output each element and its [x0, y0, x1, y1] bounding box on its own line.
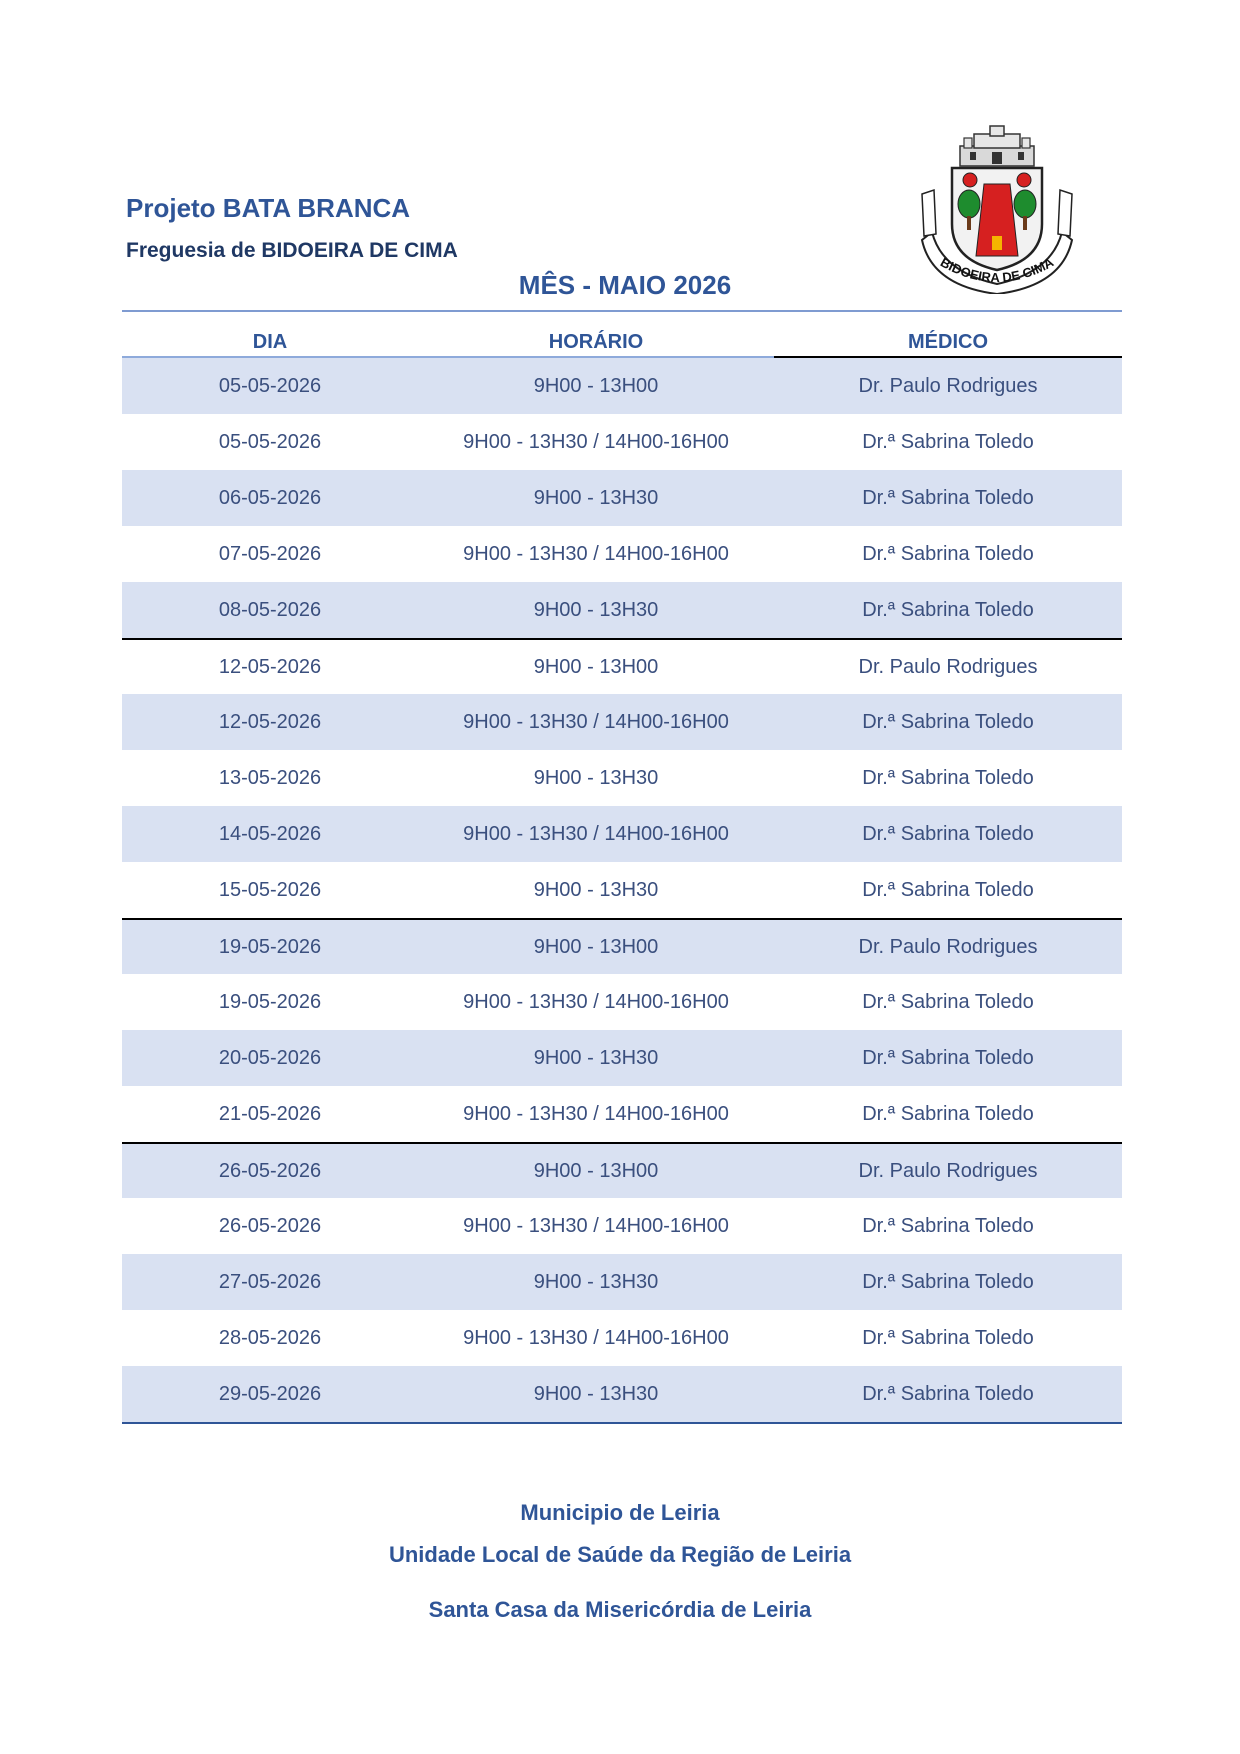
- cell-medico: Dr. Paulo Rodrigues: [858, 1159, 1038, 1182]
- cell-dia: 20-05-2026: [218, 1046, 322, 1069]
- cell-medico: Dr. Paulo Rodrigues: [858, 655, 1038, 678]
- cell-dia: 05-05-2026: [218, 374, 322, 397]
- cell-horario: 9H00 - 13H00: [533, 935, 659, 958]
- cell-dia: 07-05-2026: [218, 542, 322, 565]
- emblem-text: BIDOEIRA DE CIMA: [937, 254, 1057, 286]
- cell-dia: 21-05-2026: [218, 1102, 322, 1125]
- cell-dia: 26-05-2026: [218, 1159, 322, 1182]
- cell-horario: 9H00 - 13H30: [533, 1270, 659, 1293]
- cell-medico: Dr.ª Sabrina Toledo: [862, 1214, 1034, 1237]
- cell-medico: Dr.ª Sabrina Toledo: [862, 1326, 1034, 1349]
- table-row: [122, 638, 1122, 694]
- table-row: [122, 974, 1122, 1030]
- table-row: [122, 1254, 1122, 1310]
- cell-horario: 9H00 - 13H30 / 14H00-16H00: [463, 1102, 729, 1125]
- table-row: [122, 1086, 1122, 1142]
- table-row: [122, 414, 1122, 470]
- cell-medico: Dr.ª Sabrina Toledo: [862, 598, 1034, 621]
- parish-subtitle: Freguesia de BIDOEIRA DE CIMA: [126, 239, 458, 262]
- table-row: [122, 526, 1122, 582]
- cell-horario: 9H00 - 13H30: [533, 1382, 659, 1405]
- column-header-medico: MÉDICO: [908, 331, 988, 353]
- cell-medico: Dr.ª Sabrina Toledo: [862, 878, 1034, 901]
- cell-horario: 9H00 - 13H30 / 14H00-16H00: [463, 542, 729, 565]
- cell-dia: 08-05-2026: [218, 598, 322, 621]
- table-row: [122, 750, 1122, 806]
- footer-line-municipio: Municipio de Leiria: [520, 1500, 720, 1525]
- cell-horario: 9H00 - 13H30 / 14H00-16H00: [463, 822, 729, 845]
- cell-medico: Dr.ª Sabrina Toledo: [862, 1046, 1034, 1069]
- cell-dia: 15-05-2026: [218, 878, 322, 901]
- table-row: [122, 1198, 1122, 1254]
- table-row: [122, 694, 1122, 750]
- column-header-horario: HORÁRIO: [548, 331, 644, 353]
- table-row: [122, 806, 1122, 862]
- cell-medico: Dr.ª Sabrina Toledo: [862, 822, 1034, 845]
- cell-horario: 9H00 - 13H30: [533, 598, 659, 621]
- cell-dia: 29-05-2026: [218, 1382, 322, 1405]
- cell-dia: 19-05-2026: [218, 990, 322, 1013]
- schedule-table: [122, 310, 1122, 1424]
- cell-horario: 9H00 - 13H00: [533, 1159, 659, 1182]
- cell-medico: Dr.ª Sabrina Toledo: [862, 1382, 1034, 1405]
- cell-medico: Dr. Paulo Rodrigues: [858, 374, 1038, 397]
- cell-medico: Dr.ª Sabrina Toledo: [862, 1102, 1034, 1125]
- cell-horario: 9H00 - 13H30 / 14H00-16H00: [463, 1214, 729, 1237]
- cell-horario: 9H00 - 13H30 / 14H00-16H00: [463, 710, 729, 733]
- cell-horario: 9H00 - 13H30 / 14H00-16H00: [463, 1326, 729, 1349]
- cell-dia: 19-05-2026: [218, 935, 322, 958]
- cell-horario: 9H00 - 13H00: [533, 374, 659, 397]
- cell-dia: 26-05-2026: [218, 1214, 322, 1237]
- coat-of-arms-icon: [912, 124, 1082, 294]
- cell-medico: Dr.ª Sabrina Toledo: [862, 1270, 1034, 1293]
- cell-dia: 27-05-2026: [218, 1270, 322, 1293]
- table-row: [122, 1030, 1122, 1086]
- cell-medico: Dr.ª Sabrina Toledo: [862, 990, 1034, 1013]
- cell-dia: 13-05-2026: [218, 766, 322, 789]
- cell-horario: 9H00 - 13H30: [533, 486, 659, 509]
- cell-medico: Dr.ª Sabrina Toledo: [862, 542, 1034, 565]
- cell-horario: 9H00 - 13H30: [533, 1046, 659, 1069]
- footer-line-misericordia: Santa Casa da Misericórdia de Leiria: [428, 1597, 812, 1622]
- cell-dia: 06-05-2026: [218, 486, 322, 509]
- table-row: [122, 1142, 1122, 1198]
- project-title: Projeto BATA BRANCA: [126, 193, 411, 223]
- cell-dia: 14-05-2026: [218, 822, 322, 845]
- cell-dia: 05-05-2026: [218, 430, 322, 453]
- table-row: [122, 1310, 1122, 1366]
- column-header-dia: DIA: [252, 331, 288, 353]
- table-row: [122, 582, 1122, 638]
- cell-dia: 12-05-2026: [218, 655, 322, 678]
- table-row: [122, 1366, 1122, 1422]
- cell-horario: 9H00 - 13H00: [533, 655, 659, 678]
- footer-line-uls: Unidade Local de Saúde da Região de Leiria: [388, 1542, 852, 1567]
- cell-medico: Dr.ª Sabrina Toledo: [862, 486, 1034, 509]
- table-header: [122, 312, 1122, 358]
- cell-dia: 28-05-2026: [218, 1326, 322, 1349]
- cell-dia: 12-05-2026: [218, 710, 322, 733]
- month-heading: MÊS - MAIO 2026: [518, 270, 732, 300]
- table-body: [122, 358, 1122, 1422]
- table-row: [122, 470, 1122, 526]
- cell-horario: 9H00 - 13H30: [533, 766, 659, 789]
- cell-medico: Dr.ª Sabrina Toledo: [862, 430, 1034, 453]
- cell-horario: 9H00 - 13H30: [533, 878, 659, 901]
- cell-horario: 9H00 - 13H30 / 14H00-16H00: [463, 430, 729, 453]
- table-row: [122, 358, 1122, 414]
- cell-horario: 9H00 - 13H30 / 14H00-16H00: [463, 990, 729, 1013]
- cell-medico: Dr. Paulo Rodrigues: [858, 935, 1038, 958]
- cell-medico: Dr.ª Sabrina Toledo: [862, 766, 1034, 789]
- table-row: [122, 862, 1122, 918]
- table-row: [122, 918, 1122, 974]
- table-bottom-border: [122, 1422, 1122, 1424]
- cell-medico: Dr.ª Sabrina Toledo: [862, 710, 1034, 733]
